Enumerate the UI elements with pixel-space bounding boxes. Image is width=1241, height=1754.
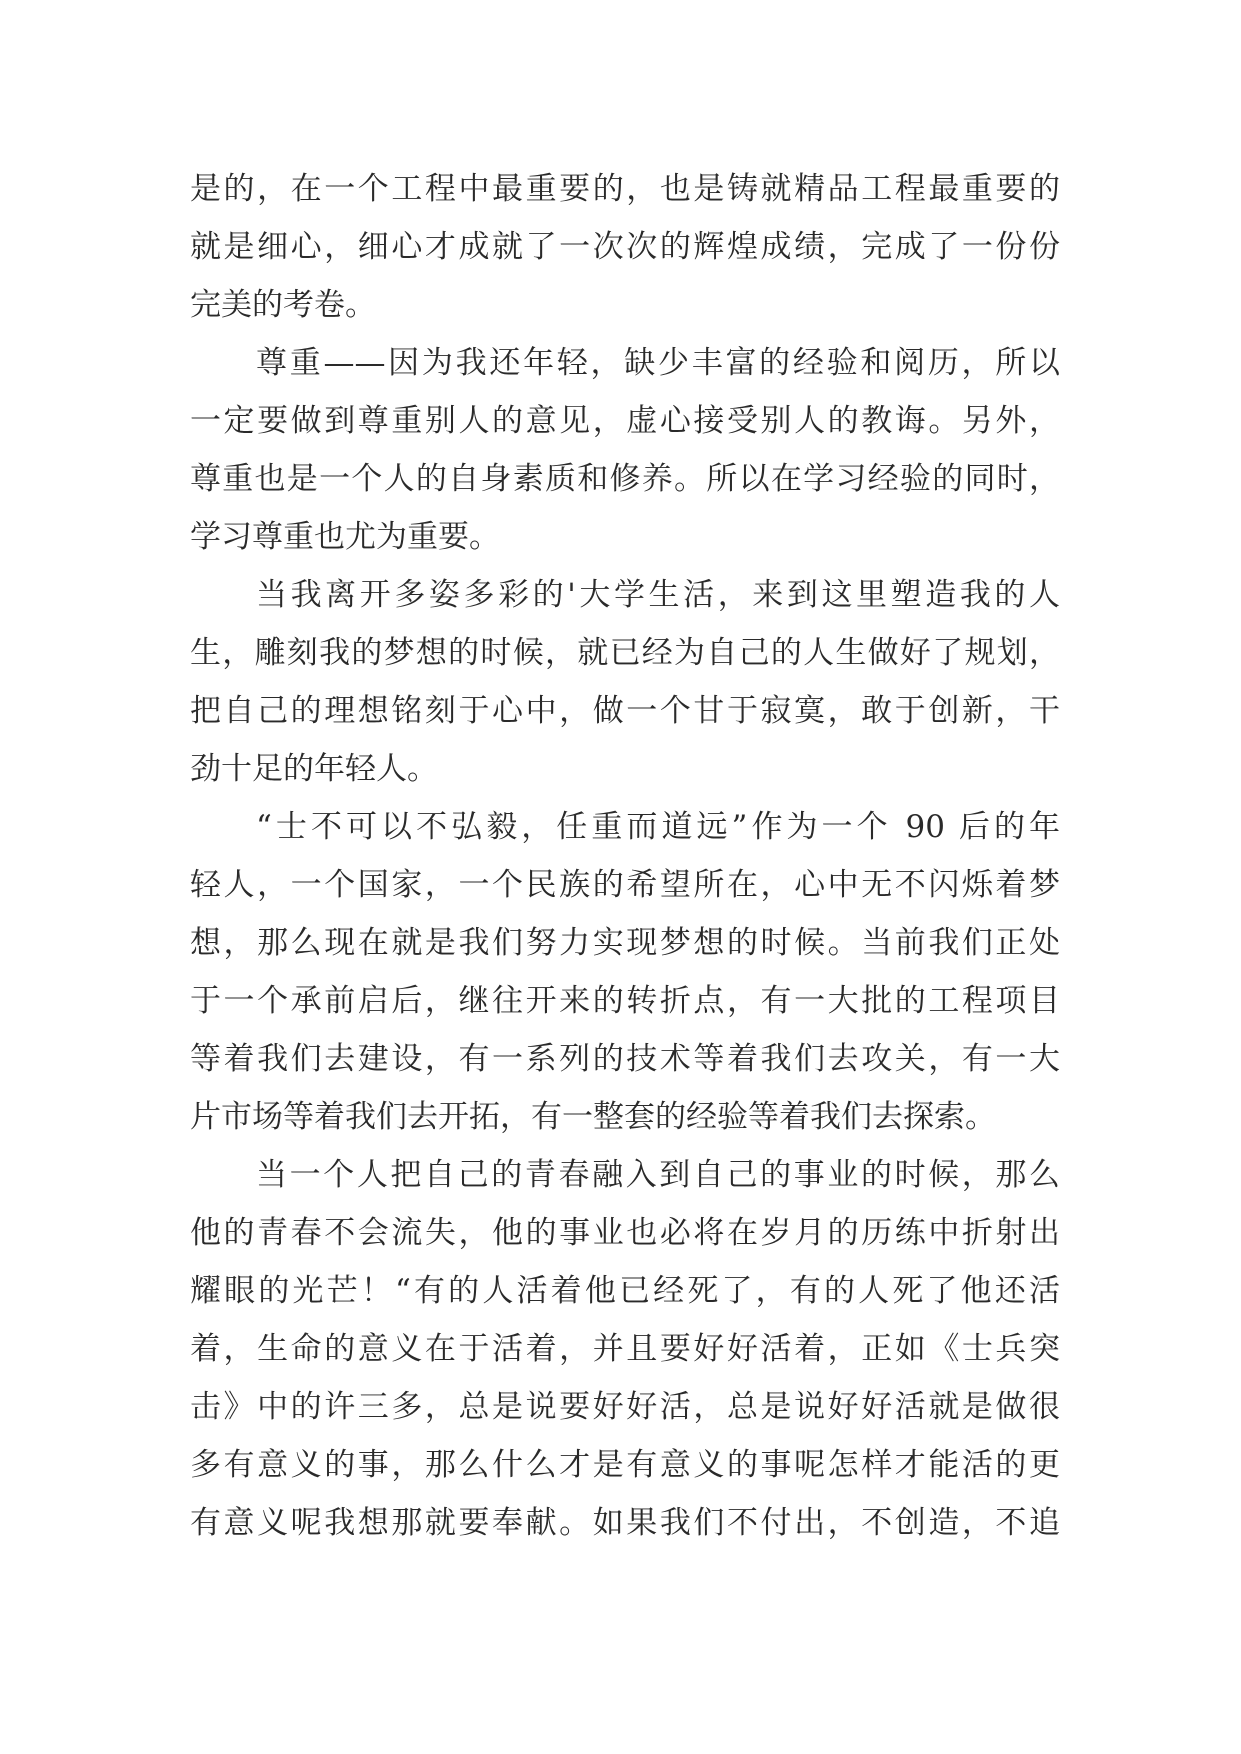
text-line: 于一个承前启后，继往开来的转折点，有一大批的工程项目 (190, 983, 1060, 1019)
text-line: 片市场等着我们去开拓，有一整套的经验等着我们去探索。 (190, 1099, 996, 1135)
text-line: 把自己的理想铭刻于心中，做一个甘于寂寞，敢于创新，干 (190, 693, 1060, 729)
text-line: 着，生命的意义在于活着，并且要好好活着，正如《士兵突 (190, 1331, 1060, 1367)
text-line: 耀眼的光芒！“有的人活着他已经死了，有的人死了他还活 (190, 1273, 1060, 1309)
text-line: 想，那么现在就是我们努力实现梦想的时候。当前我们正处 (190, 925, 1060, 961)
text-line: 生，雕刻我的梦想的时候，就已经为自己的人生做好了规划， (190, 635, 1060, 671)
text-line: 有意义呢我想那就要奉献。如果我们不付出，不创造，不追 (190, 1505, 1060, 1541)
text-line: 是的，在一个工程中最重要的，也是铸就精品工程最重要的 (190, 171, 1060, 207)
document-body (190, 160, 1060, 1552)
text-line: 劲十足的年轻人。 (190, 751, 438, 787)
text-line: 击》中的许三多，总是说要好好活，总是说好好活就是做很 (190, 1389, 1060, 1425)
text-line: 尊重——因为我还年轻，缺少丰富的经验和阅历，所以 (256, 345, 1060, 381)
text-line: 当一个人把自己的青春融入到自己的事业的时候，那么 (256, 1157, 1060, 1193)
text-line: 多有意义的事，那么什么才是有意义的事呢怎样才能活的更 (190, 1447, 1060, 1483)
text-line: 就是细心，细心才成就了一次次的辉煌成绩，完成了一份份 (190, 229, 1060, 265)
text-line: 学习尊重也尤为重要。 (190, 519, 500, 555)
text-line: 轻人，一个国家，一个民族的希望所在，心中无不闪烁着梦 (190, 867, 1060, 903)
text-line: “士不可以不弘毅，任重而道远”作为一个 90 后的年 (256, 809, 1060, 845)
text-line: 一定要做到尊重别人的意见，虚心接受别人的教诲。另外， (190, 403, 1060, 439)
text-line: 尊重也是一个人的自身素质和修养。所以在学习经验的同时， (190, 461, 1060, 497)
text-line: 等着我们去建设，有一系列的技术等着我们去攻关，有一大 (190, 1041, 1060, 1077)
text-line: 完美的考卷。 (190, 287, 376, 323)
text-line: 他的青春不会流失，他的事业也必将在岁月的历练中折射出 (190, 1215, 1060, 1251)
text-line: 当我离开多姿多彩的'大学生活，来到这里塑造我的人 (256, 577, 1060, 613)
